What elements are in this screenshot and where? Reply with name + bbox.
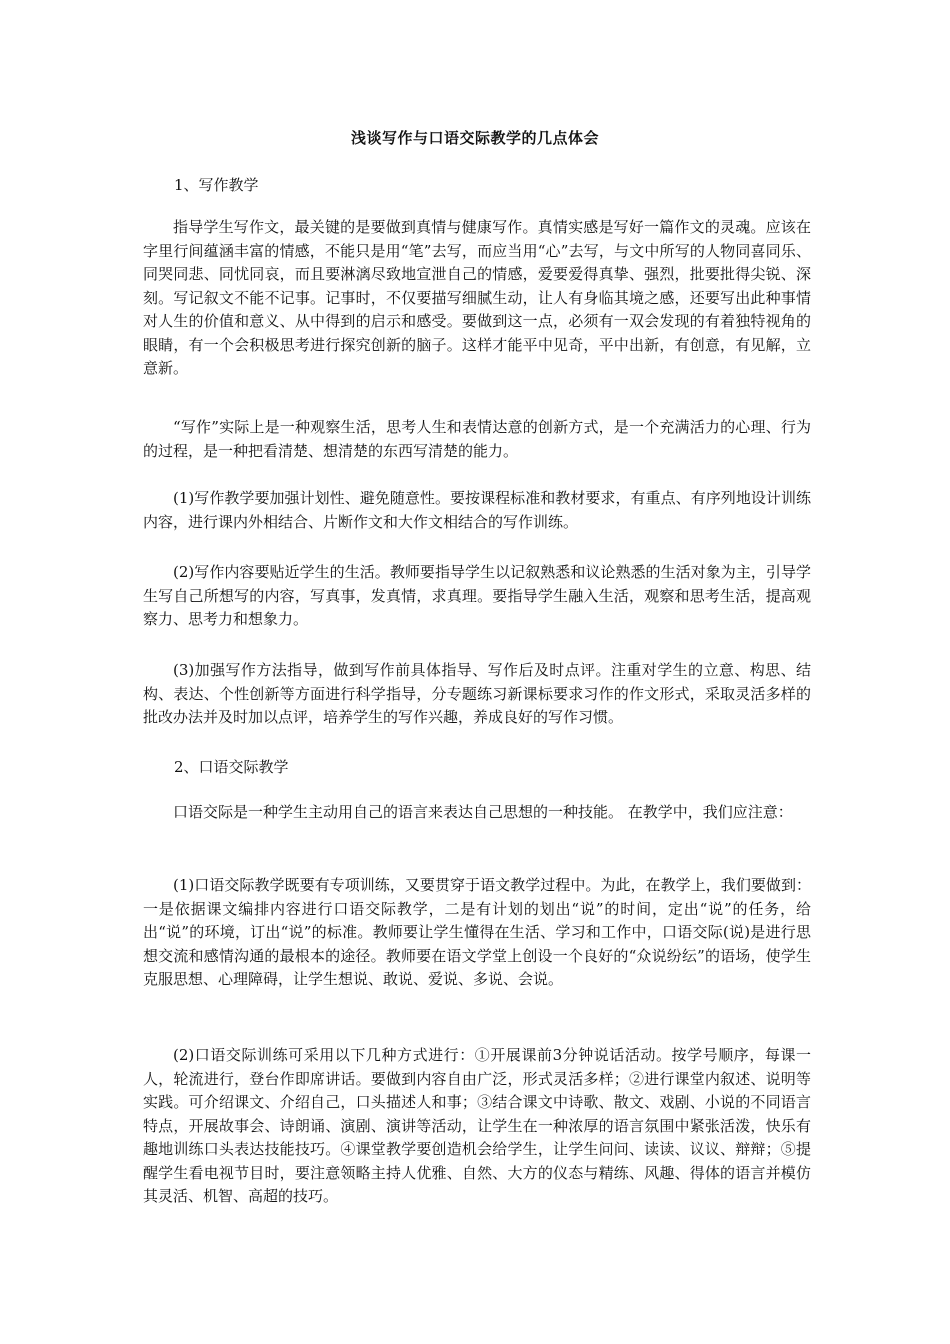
paragraph: 指导学生写作文，最关键的是要做到真情与健康写作。真情实感是写好一篇作文的灵魂。应该在字里行间蕴涵丰富的情感，不能只是用“笔”去写，而应当用“心”去写，与文中所写的人物同喜同乐、同哭同悲、同忧同哀，而且要淋漓尽致地宣泄自己的情感，爱要爱得真挚、强烈，批要批得尖锐、深刻。写记叙文不能不记事。记事时，不仅要描写细腻生动，让人有身临其境之感，还要写出此种事情对人生的价值和意义、从中得到的启示和感受。要做到这一点，必须有一双会发现的有着独特视角的眼睛，有一个会积极思考进行探究创新的脑子。这样才能平中见奇，平中出新，有创意，有见解，立意新。 bbox=[143, 218, 811, 377]
section-heading-oral: 2、口语交际教学 bbox=[174, 758, 289, 776]
paragraph: (2)口语交际训练可采用以下几种方式进行：①开展课前3分钟说话活动。按学号顺序，每课一人，轮流进行，登台作即席讲话。要做到内容自由广泛，形式灵活多样；②进行课堂内叙述、说明等实践。可介绍课文、介绍自己，口头描述人和事；③结合课文中诗歌、散文、戏剧、小说的不同语言特点，开展故事会、诗朗诵、演剧、演讲等活动，让学生在一种浓厚的语言氛围中紧张活泼，快乐有趣地训练口头表达技能技巧。④课堂教学要创造机会给学生，让学生问问、读读、议议、辩辩；⑤提醒学生看电视节目时，要注意领略主持人优雅、自然、大方的仪态与精练、风趣、得体的语言并模仿其灵活、机智、高超的技巧。 bbox=[143, 1046, 811, 1205]
paragraph: (3)加强写作方法指导，做到写作前具体指导、写作后及时点评。注重对学生的立意、构思、结构、表达、个性创新等方面进行科学指导，分专题练习新课标要求习作的作文形式，采取灵活多样的批改办法并及时加以点评，培养学生的写作兴趣，养成良好的写作习惯。 bbox=[143, 661, 811, 726]
paragraph: (1)写作教学要加强计划性、避免随意性。要按课程标准和教材要求，有重点、有序列地设计训练内容，进行课内外相结合、片断作文和大作文相结合的写作训练。 bbox=[143, 489, 811, 531]
paragraph: (2)写作内容要贴近学生的生活。教师要指导学生以记叙熟悉和议论熟悉的生活对象为主，引导学生写自己所想写的内容，写真事，发真情，求真理。要指导学生融入生活，观察和思考生活，提高观察力、思考力和想象力。 bbox=[143, 563, 811, 628]
paragraph: “写作”实际上是一种观察生活，思考人生和表情达意的创新方式，是一个充满活力的心理、行为的过程，是一种把看清楚、想清楚的东西写清楚的能力。 bbox=[143, 418, 811, 460]
paragraph: (1)口语交际教学既要有专项训练，又要贯穿于语文教学过程中。为此，在教学上，我们要做到：一是依据课文编排内容进行口语交际教学，二是有计划的划出“说”的时间，定出“说”的任务，给出“说”的环境，订出“说”的标准。教师要让学生懂得在生活、学习和工作中，口语交际(说)是进行思想交流和感情沟通的最根本的途径。教师要在语文学堂上创设一个良好的“众说纷纭”的语场，使学生克服思想、心理障碍，让学生想说、敢说、爱说、多说、会说。 bbox=[143, 876, 811, 988]
paragraph: 口语交际是一种学生主动用自己的语言来表达自己思想的一种技能。 在教学中，我们应注意： bbox=[173, 803, 793, 821]
document-title: 浅谈写作与口语交际教学的几点体会 bbox=[350, 129, 599, 147]
section-heading-writing: 1、写作教学 bbox=[174, 176, 259, 194]
